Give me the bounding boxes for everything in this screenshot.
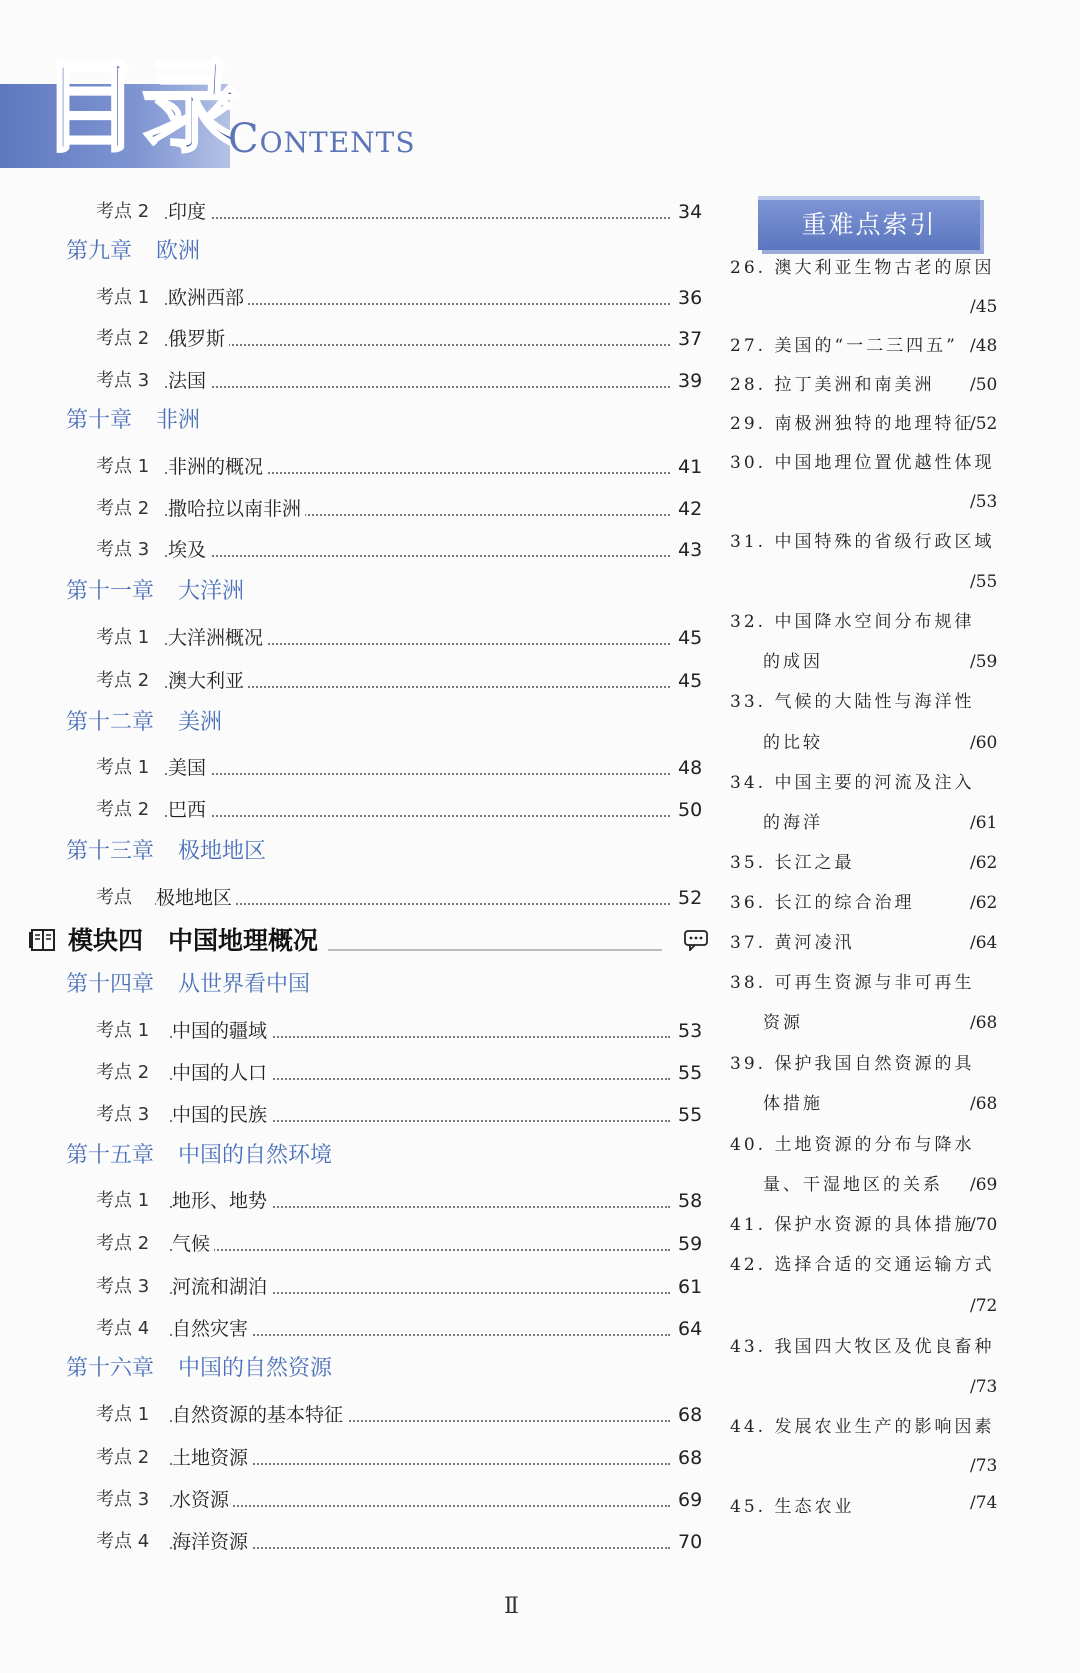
entry-label: 考点 2 [96, 201, 150, 222]
entry-page: 70 [678, 1531, 703, 1553]
entry-title: 非洲的概况 [168, 452, 267, 482]
dot-leader [170, 1475, 670, 1507]
entry-title: 俄罗斯 [168, 324, 229, 354]
entry-label: 考点 4 [96, 1318, 150, 1339]
toc-entry[interactable] [0, 494, 720, 524]
index-item[interactable]: 28. 拉丁美洲和南美洲 [730, 375, 935, 395]
chapter-number: 第十六章 [66, 1356, 155, 1381]
index-page: /45 [970, 297, 998, 317]
module-rule [328, 949, 662, 951]
entry-page: 36 [678, 287, 703, 309]
toc-entry[interactable] [0, 1485, 720, 1515]
index-item-cont: 体措施 [763, 1094, 823, 1114]
toc-entry[interactable] [0, 283, 720, 313]
index-item-cont: 资源 [763, 1013, 803, 1033]
index-item[interactable]: 44. 发展农业生产的影响因素 [730, 1417, 995, 1437]
entry-label: 考点 1 [96, 1020, 150, 1041]
entry-label: 考点 2 [96, 799, 150, 820]
chapter-heading[interactable] [66, 835, 266, 869]
entry-page: 53 [678, 1020, 703, 1042]
entry-title: 埃及 [168, 535, 210, 565]
chapter-heading[interactable] [66, 1139, 332, 1173]
entry-title: 法国 [168, 366, 210, 396]
toc-entry[interactable] [0, 1443, 720, 1473]
chapter-heading[interactable] [66, 404, 200, 438]
toc-entry[interactable] [0, 1314, 720, 1344]
chapter-name: 大洋洲 [178, 579, 245, 604]
toc-entry[interactable] [0, 753, 720, 783]
index-page: /50 [970, 375, 998, 395]
index-item[interactable]: 43. 我国四大牧区及优良畜种 [730, 1337, 995, 1357]
entry-page: 59 [678, 1233, 703, 1255]
entry-title: 澳大利亚 [168, 666, 248, 696]
index-page: /68 [970, 1013, 998, 1033]
entry-title: 中国的疆域 [172, 1016, 271, 1046]
entry-title: 美国 [168, 753, 210, 783]
toc-entry[interactable] [0, 883, 720, 913]
index-item[interactable]: 36. 长江的综合治理 [730, 893, 915, 913]
chapter-heading[interactable] [66, 1352, 332, 1386]
toc-entry[interactable] [0, 324, 720, 354]
index-page: /52 [970, 414, 998, 434]
entry-page: 39 [678, 370, 703, 392]
entry-label: 考点 3 [96, 1276, 150, 1297]
chapter-name: 从世界看中国 [178, 972, 311, 997]
index-page: /62 [970, 853, 998, 873]
entry-page: 68 [678, 1404, 703, 1426]
entry-title: 海洋资源 [172, 1527, 252, 1557]
chapter-number: 第十四章 [66, 972, 155, 997]
toc-entry[interactable] [0, 1527, 720, 1557]
toc-entry[interactable] [0, 1229, 720, 1259]
index-page: /69 [970, 1175, 998, 1195]
index-page: /70 [970, 1215, 998, 1235]
toc-entry[interactable] [0, 666, 720, 696]
chapter-name: 中国的自然环境 [178, 1143, 333, 1168]
entry-title: 印度 [168, 197, 210, 227]
index-page: /53 [970, 492, 998, 512]
index-item[interactable]: 34. 中国主要的河流及注入 [730, 773, 975, 793]
toc-entry[interactable] [0, 1272, 720, 1302]
entry-label: 考点 1 [96, 287, 150, 308]
entry-title: 欧洲西部 [168, 283, 248, 313]
index-item[interactable]: 35. 长江之最 [730, 853, 855, 873]
entry-title: 巴西 [168, 795, 210, 825]
book-icon [28, 925, 58, 955]
entry-title: 自然灾害 [172, 1314, 252, 1344]
entry-label: 考点 2 [96, 1062, 150, 1083]
index-item-cont: 的比较 [763, 733, 823, 753]
entry-label: 考点 2 [96, 670, 150, 691]
entry-page: 41 [678, 456, 703, 478]
dot-leader [165, 314, 670, 346]
entry-label: 考点 4 [96, 1531, 150, 1552]
entry-title: 中国的人口 [172, 1058, 271, 1088]
index-item-cont: 的海洋 [763, 813, 823, 833]
index-page: /73 [970, 1456, 998, 1476]
index-page: /72 [970, 1296, 998, 1316]
entry-label: 考点 2 [96, 498, 150, 519]
toc-entry[interactable] [0, 452, 720, 482]
entry-label: 考点 3 [96, 1489, 150, 1510]
entry-label: 考点 1 [96, 627, 150, 648]
toc-entry[interactable] [0, 1100, 720, 1130]
entry-page: 45 [678, 670, 703, 692]
index-heading [758, 196, 980, 250]
index-item[interactable]: 37. 黄河凌汛 [730, 933, 855, 953]
dot-leader [170, 1219, 670, 1251]
chapter-number: 第十五章 [66, 1143, 155, 1168]
index-page: /68 [970, 1094, 998, 1114]
entry-page: 42 [678, 498, 703, 520]
entry-page: 45 [678, 627, 703, 649]
entry-label: 考点 2 [96, 328, 150, 349]
toc-entry[interactable] [0, 795, 720, 825]
entry-title: 中国的民族 [172, 1100, 271, 1130]
index-item[interactable]: 45. 生态农业 [730, 1497, 855, 1517]
dot-leader [165, 525, 670, 557]
index-item-cont: 量、干湿地区的关系 [763, 1175, 943, 1195]
index-page: /48 [970, 336, 998, 356]
index-page: /62 [970, 893, 998, 913]
module-title: 模块四 中国地理概况 [68, 926, 319, 955]
entry-page: 34 [678, 201, 703, 223]
index-item[interactable]: 26. 澳大利亚生物古老的原因 [730, 258, 995, 278]
index-item[interactable]: 40. 土地资源的分布与降水 [730, 1135, 975, 1155]
entry-page: 50 [678, 799, 703, 821]
index-item[interactable]: 27. 美国的“一二三四五” [730, 336, 958, 356]
index-item[interactable]: 31. 中国特殊的省级行政区域 [730, 532, 995, 552]
index-page: /59 [970, 652, 998, 672]
chapter-number: 第十一章 [66, 579, 155, 604]
chapter-name: 非洲 [156, 408, 201, 433]
dot-leader [165, 743, 670, 775]
chapter-heading[interactable] [66, 968, 310, 1002]
index-page: /73 [970, 1377, 998, 1397]
chapter-name: 中国的自然资源 [178, 1356, 333, 1381]
entry-label: 考点 1 [96, 1190, 150, 1211]
index-item[interactable]: 33. 气候的大陆性与海洋性 [730, 692, 975, 712]
entry-label: 考点 3 [96, 1104, 150, 1125]
toc-entry[interactable] [0, 1058, 720, 1088]
index-item[interactable]: 30. 中国地理位置优越性体现 [730, 453, 995, 473]
index-item[interactable]: 32. 中国降水空间分布规律 [730, 612, 975, 632]
entry-title: 撒哈拉以南非洲 [168, 494, 305, 524]
entry-label: 考点 [96, 887, 132, 908]
entry-page: 64 [678, 1318, 703, 1340]
entry-label: 考点 1 [96, 757, 150, 778]
toc-entry[interactable] [0, 366, 720, 396]
toc-entry[interactable] [0, 623, 720, 653]
toc-entry[interactable] [0, 1186, 720, 1216]
entry-label: 考点 2 [96, 1447, 150, 1468]
entry-title: 地形、地势 [172, 1186, 271, 1216]
entry-label: 考点 2 [96, 1233, 150, 1254]
entry-title: 河流和湖泊 [172, 1272, 271, 1302]
entry-label: 考点 1 [96, 456, 150, 477]
page-subtitle: Contents [228, 116, 416, 162]
entry-title: 自然资源的基本特征 [172, 1400, 347, 1430]
toc-entry[interactable] [0, 1016, 720, 1046]
speech-bubble-icon [684, 929, 708, 951]
dot-leader [165, 356, 670, 388]
chapter-number: 第九章 [66, 239, 133, 264]
index-page: /61 [970, 813, 998, 833]
entry-page: 55 [678, 1104, 703, 1126]
toc-entry[interactable] [0, 1400, 720, 1430]
index-item-cont: 的成因 [763, 652, 823, 672]
entry-page: 52 [678, 887, 703, 909]
index-page: /55 [970, 572, 998, 592]
dot-leader [165, 785, 670, 817]
chapter-number: 第十三章 [66, 839, 155, 864]
page-number: Ⅱ [504, 1594, 519, 1619]
entry-title: 水资源 [172, 1485, 233, 1515]
index-item[interactable]: 42. 选择合适的交通运输方式 [730, 1255, 995, 1275]
entry-page: 55 [678, 1062, 703, 1084]
entry-label: 考点 3 [96, 539, 150, 560]
index-page: /74 [970, 1493, 998, 1513]
entry-title: 大洋洲概况 [168, 623, 267, 653]
chapter-name: 极地地区 [178, 839, 267, 864]
chapter-name: 美洲 [178, 710, 223, 735]
chapter-heading[interactable] [66, 575, 244, 609]
entry-page: 48 [678, 757, 703, 779]
entry-title: 气候 [172, 1229, 214, 1259]
toc-entry[interactable] [0, 197, 720, 227]
entry-page: 37 [678, 328, 703, 350]
index-heading-label: 重难点索引 [801, 210, 937, 239]
chapter-heading[interactable] [66, 235, 200, 269]
chapter-number: 第十章 [66, 408, 133, 433]
chapter-number: 第十二章 [66, 710, 155, 735]
entry-title: 土地资源 [172, 1443, 252, 1473]
chapter-heading[interactable] [66, 706, 222, 740]
chapter-name: 欧洲 [156, 239, 201, 264]
index-item[interactable]: 38. 可再生资源与非可再生 [730, 973, 975, 993]
page-title: 目录 [40, 48, 244, 166]
entry-page: 58 [678, 1190, 703, 1212]
entry-page: 68 [678, 1447, 703, 1469]
index-page: /64 [970, 933, 998, 953]
entry-page: 69 [678, 1489, 703, 1511]
entry-label: 考点 3 [96, 370, 150, 391]
entry-title: 极地地区 [156, 883, 236, 913]
entry-label: 考点 1 [96, 1404, 150, 1425]
toc-entry[interactable] [0, 535, 720, 565]
entry-page: 61 [678, 1276, 703, 1298]
dot-leader [165, 187, 670, 219]
entry-page: 43 [678, 539, 703, 561]
module-heading[interactable] [28, 921, 708, 961]
index-item[interactable]: 29. 南极洲独特的地理特征 [730, 414, 975, 434]
index-item[interactable]: 39. 保护我国自然资源的具 [730, 1054, 975, 1074]
index-page: /60 [970, 733, 998, 753]
index-item[interactable]: 41. 保护水资源的具体措施 [730, 1215, 975, 1235]
